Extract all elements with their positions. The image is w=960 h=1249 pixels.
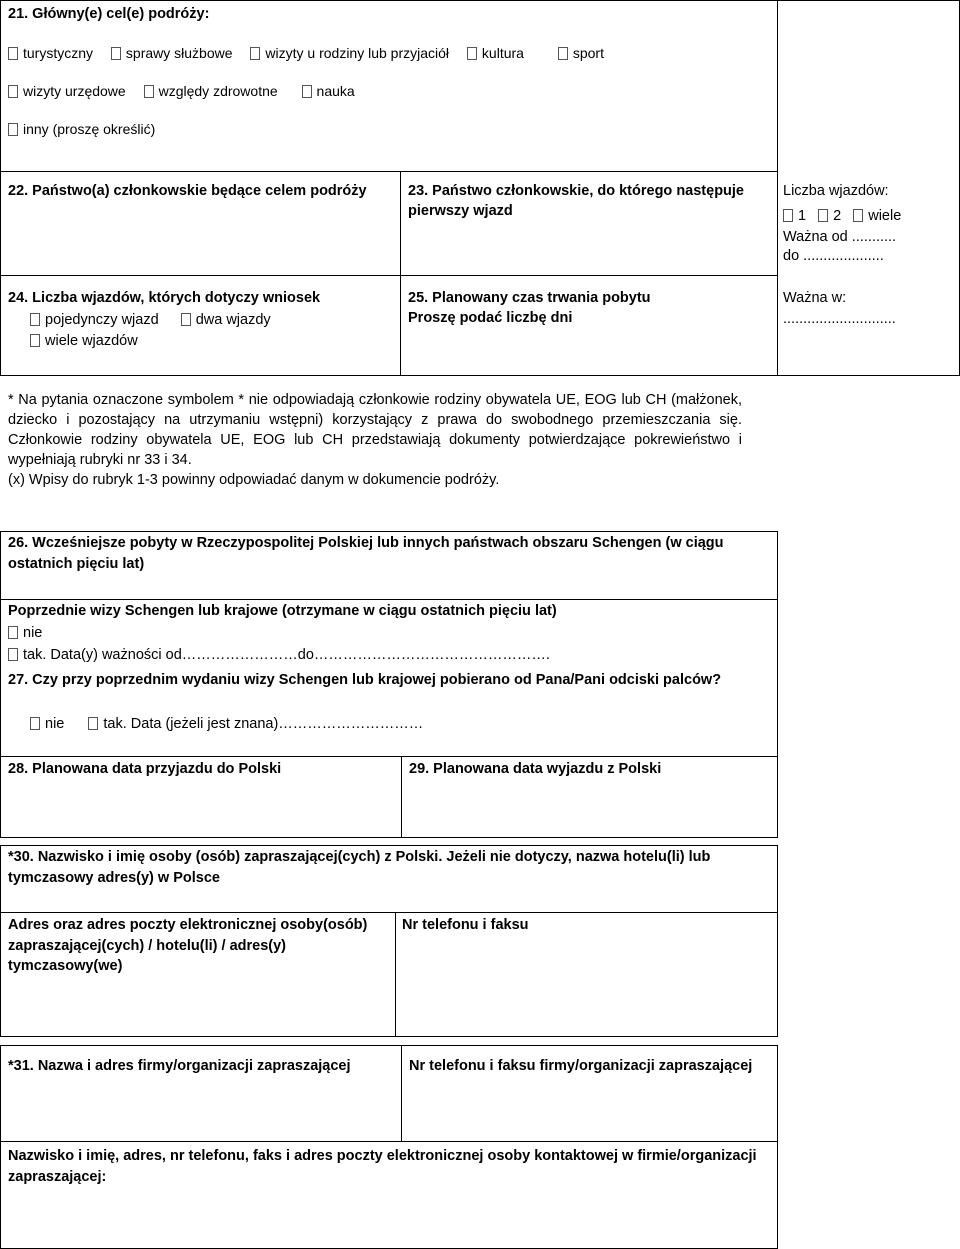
checkbox[interactable] [250,47,260,60]
q28-title: 28. Planowana data przyjazdu do Polski [8,761,282,777]
q23-divider [400,171,401,376]
option-label: 2 [833,208,842,224]
option-sport[interactable] [558,43,604,63]
option-label: turystyczny [23,45,94,61]
option-label: wizyty u rodziny lub przyjaciół [265,45,450,61]
option-inny[interactable] [8,119,155,139]
option-wiele-wjazdow[interactable] [30,331,138,351]
entries-option-2[interactable] [818,206,841,226]
q27-title: 27. Czy przy poprzednim wydaniu wizy Schengen lub krajowej pobierano od Pana/Pani odciski palców? [8,672,722,688]
checkbox[interactable] [144,85,154,98]
valid-w-dots: ............................ [783,311,896,327]
q26-title: 26. Wcześniejsze pobyty w Rzeczypospolitej Polskiej lub innych państwach obszaru Schengen (w ciągu ostatnich pięciu lat) [8,535,724,572]
q31-contact-label: Nazwisko i imię, adres, nr telefonu, faks i adres poczty elektronicznej osoby kontaktowej w firmie/organizacji zapraszającej: [8,1148,757,1185]
entries-label: Liczba wjazdów: [783,183,889,199]
prev-visas-option-no[interactable] [8,623,42,643]
checkbox[interactable] [783,209,793,222]
option-label: względy zdrowotne [158,83,278,99]
checkbox[interactable] [467,47,477,60]
mid-horizontal-divider [0,275,778,276]
option-label: kultura [481,45,524,61]
checkbox[interactable] [30,313,40,326]
option-pojedynczy-wjazd[interactable] [30,310,159,330]
option-label: nie [45,716,65,732]
checkbox[interactable] [302,85,312,98]
option-label: tak. Data(y) ważności od……………………do…………………………………………. [23,647,550,663]
q27-option-no[interactable] [30,714,64,734]
q31-phone-label: Nr telefonu i faksu firmy/organizacji zapraszającej [409,1058,753,1074]
valid-w-label: Ważna w: [783,290,847,306]
option-label: 1 [798,208,807,224]
checkbox[interactable] [88,717,98,730]
prev-visas-option-yes[interactable] [8,645,550,665]
valid-to: do .................... [783,248,884,264]
option-dwa-wjazdy[interactable] [181,310,271,330]
checkbox[interactable] [8,47,18,60]
q23-title-line1: 23. Państwo członkowskie, do którego następuje [408,183,744,199]
checkbox[interactable] [30,717,40,730]
option-wizyty-rodzina[interactable] [250,43,449,63]
q21-options-row2 [8,81,369,101]
q30-title: *30. Nazwisko i imię osoby (osób) zapraszającej(cych) z Polski. Jeżeli nie dotyczy, nazwa hotelu(li) lub tymczasowy adres(y) w Polsce [8,849,711,886]
notice-paragraph: * Na pytania oznaczone symbolem * nie odpowiadają członkowie rodziny obywatela UE, EOG lub CH (małżonek, dziecko i pozostający na utrzymaniu wstępni) korzystający z prawa do swobodnego przemieszczania się. Członkowie rodziny obywatela UE, EOG lub CH przedstawiają dokumenty potwierdzające pokrewieństwo i wypełniają rubryki nr 33 i 34. [8,392,742,468]
q30-address-label: Adres oraz adres poczty elektronicznej osoby(osób) zapraszającej(cych) / hotelu(li) / adres(y) tymczasowy(we) [8,917,368,974]
option-kultura[interactable] [467,43,524,63]
option-label: wiele wjazdów [45,333,138,349]
q30-phone-label: Nr telefonu i faksu [402,917,529,933]
q24-title: 24. Liczba wjazdów, których dotyczy wniosek [8,290,321,306]
option-wzgledy-zdrowotne[interactable] [144,81,278,101]
q27-options [30,714,437,734]
option-label: sprawy służbowe [125,45,233,61]
q21-title: 21. Główny(e) cel(e) podróży: [8,6,210,22]
notice-text [8,390,742,490]
checkbox[interactable] [30,334,40,347]
entries-option-wiele[interactable] [853,206,901,226]
option-turystyczny[interactable] [8,43,93,63]
option-label: dwa wjazdy [195,312,271,328]
checkbox[interactable] [853,209,863,222]
q23-title-line2: pierwszy wjazd [408,203,513,219]
q24-options-row2 [30,331,152,351]
checkbox[interactable] [8,626,18,639]
q24-options-row1 [30,310,285,330]
entries-options [783,206,915,226]
option-nauka[interactable] [302,81,355,101]
valid-from: Ważna od ........... [783,229,897,245]
q25-title: 25. Planowany czas trwania pobytu [408,290,651,306]
q21-options-row1 [8,43,618,63]
q21-options-row3 [8,119,169,139]
notice-note-x: (x) Wpisy do rubryk 1-3 powinny odpowiadać danym w dokumencie podróży. [8,472,500,488]
option-sprawy-sluzbowe[interactable] [111,43,233,63]
option-label: sport [572,45,604,61]
option-label: pojedynczy wjazd [45,312,159,328]
q22-title: 22. Państwo(a) członkowskie będące celem podróży [8,183,367,199]
option-label: nauka [316,83,355,99]
checkbox[interactable] [181,313,191,326]
option-label: nie [23,625,43,641]
option-wizyty-urzedowe[interactable] [8,81,126,101]
checkbox[interactable] [558,47,568,60]
checkbox[interactable] [818,209,828,222]
q25-subtitle: Proszę podać liczbę dni [408,310,573,326]
checkbox[interactable] [8,85,18,98]
option-label: wiele [868,208,902,224]
q27-option-yes[interactable] [88,714,423,734]
option-label: tak. Data (jeżeli jest znana)………………………… [103,716,424,732]
checkbox[interactable] [8,123,18,136]
entries-option-1[interactable] [783,206,806,226]
prev-visas-title: Poprzednie wizy Schengen lub krajowe (otrzymane w ciągu ostatnich pięciu lat) [8,603,557,619]
q31-title: *31. Nazwa i adres firmy/organizacji zapraszającej [8,1058,351,1074]
checkbox[interactable] [111,47,121,60]
option-label: wizyty urzędowe [23,83,126,99]
option-label: inny (proszę określić) [23,121,156,137]
checkbox[interactable] [8,648,18,661]
q29-title: 29. Planowana data wyjazdu z Polski [409,761,662,777]
